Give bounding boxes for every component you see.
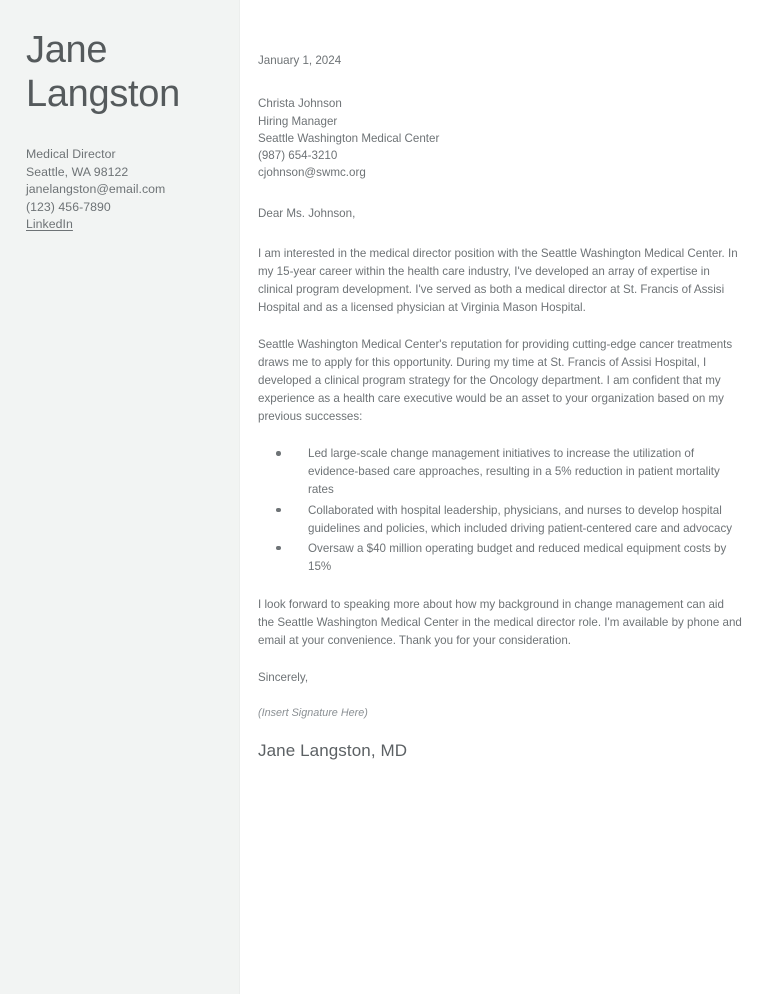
signature-placeholder: (Insert Signature Here): [258, 707, 368, 720]
list-item-text: Led large-scale change management initiatives to increase the utilization of evidence-based care approaches, resulting in a 5% reduction in patient mortality rates: [308, 447, 720, 497]
signature-name: Jane Langston, MD: [258, 741, 408, 761]
applicant-first-name: Jane: [26, 29, 108, 71]
contact-phone: (123) 456-7890: [26, 199, 111, 214]
applicant-last-name: Langston: [26, 73, 180, 116]
applicant-name-block: [26, 28, 215, 116]
bullet-dot-icon: [276, 508, 281, 513]
bullet-dot-icon: [276, 546, 281, 551]
recipient-title: Hiring Manager: [258, 114, 338, 128]
list-item-text: Collaborated with hospital leadership, physicians, and nurses to develop hospital guidelines and policies, which included driving patient-centered care and advocacy: [308, 503, 733, 535]
contact-job-title: Medical Director: [26, 147, 116, 162]
closing-paragraph: I look forward to speaking more about how my background in change management can aid the Seattle Washington Medical Center in the medical director role. I'm available by phone and email at your convenience. Thank you for your consideration.: [258, 597, 742, 647]
list-item-text: Oversaw a $40 million operating budget and reduced medical equipment costs by 15%: [308, 541, 727, 573]
body-paragraph-1: I am interested in the medical director position with the Seattle Washington Medical Center. In my 15-year career within the health care industry, I've developed an array of expertise in clinical program development. I've served as both a medical director at St. Francis of Assisi Hospital and as a licensed physician at Virginia Mason Hospital.: [258, 246, 738, 314]
recipient-block: [258, 95, 746, 181]
sidebar: [0, 0, 240, 994]
bullet-dot-icon: [276, 451, 281, 456]
contact-email: janelangston@email.com: [26, 182, 166, 197]
signoff: Sincerely,: [258, 671, 309, 685]
contact-linkedin-link[interactable]: LinkedIn: [26, 216, 73, 231]
list-item: [258, 445, 746, 499]
recipient-email: cjohnson@swmc.org: [258, 166, 366, 180]
letter-date: January 1, 2024: [258, 54, 342, 67]
achievements-list: [258, 445, 746, 576]
recipient-phone: (987) 654-3210: [258, 148, 338, 162]
contact-list: [26, 146, 215, 233]
letter-body: [240, 0, 768, 994]
list-item: [258, 502, 746, 538]
recipient-company: Seattle Washington Medical Center: [258, 131, 440, 145]
list-item: [258, 540, 746, 576]
salutation: Dear Ms. Johnson,: [258, 207, 356, 221]
body-paragraph-2: Seattle Washington Medical Center's reputation for providing cutting-edge cancer treatments draws me to apply for this opportunity. During my time at St. Francis of Assisi Hospital, I developed a clinical program strategy for the Oncology department. I am confident that my experience as a health care executive would be an asset to your organization based on my previous successes:: [258, 337, 733, 424]
contact-location: Seattle, WA 98122: [26, 164, 129, 179]
recipient-name: Christa Johnson: [258, 97, 342, 111]
